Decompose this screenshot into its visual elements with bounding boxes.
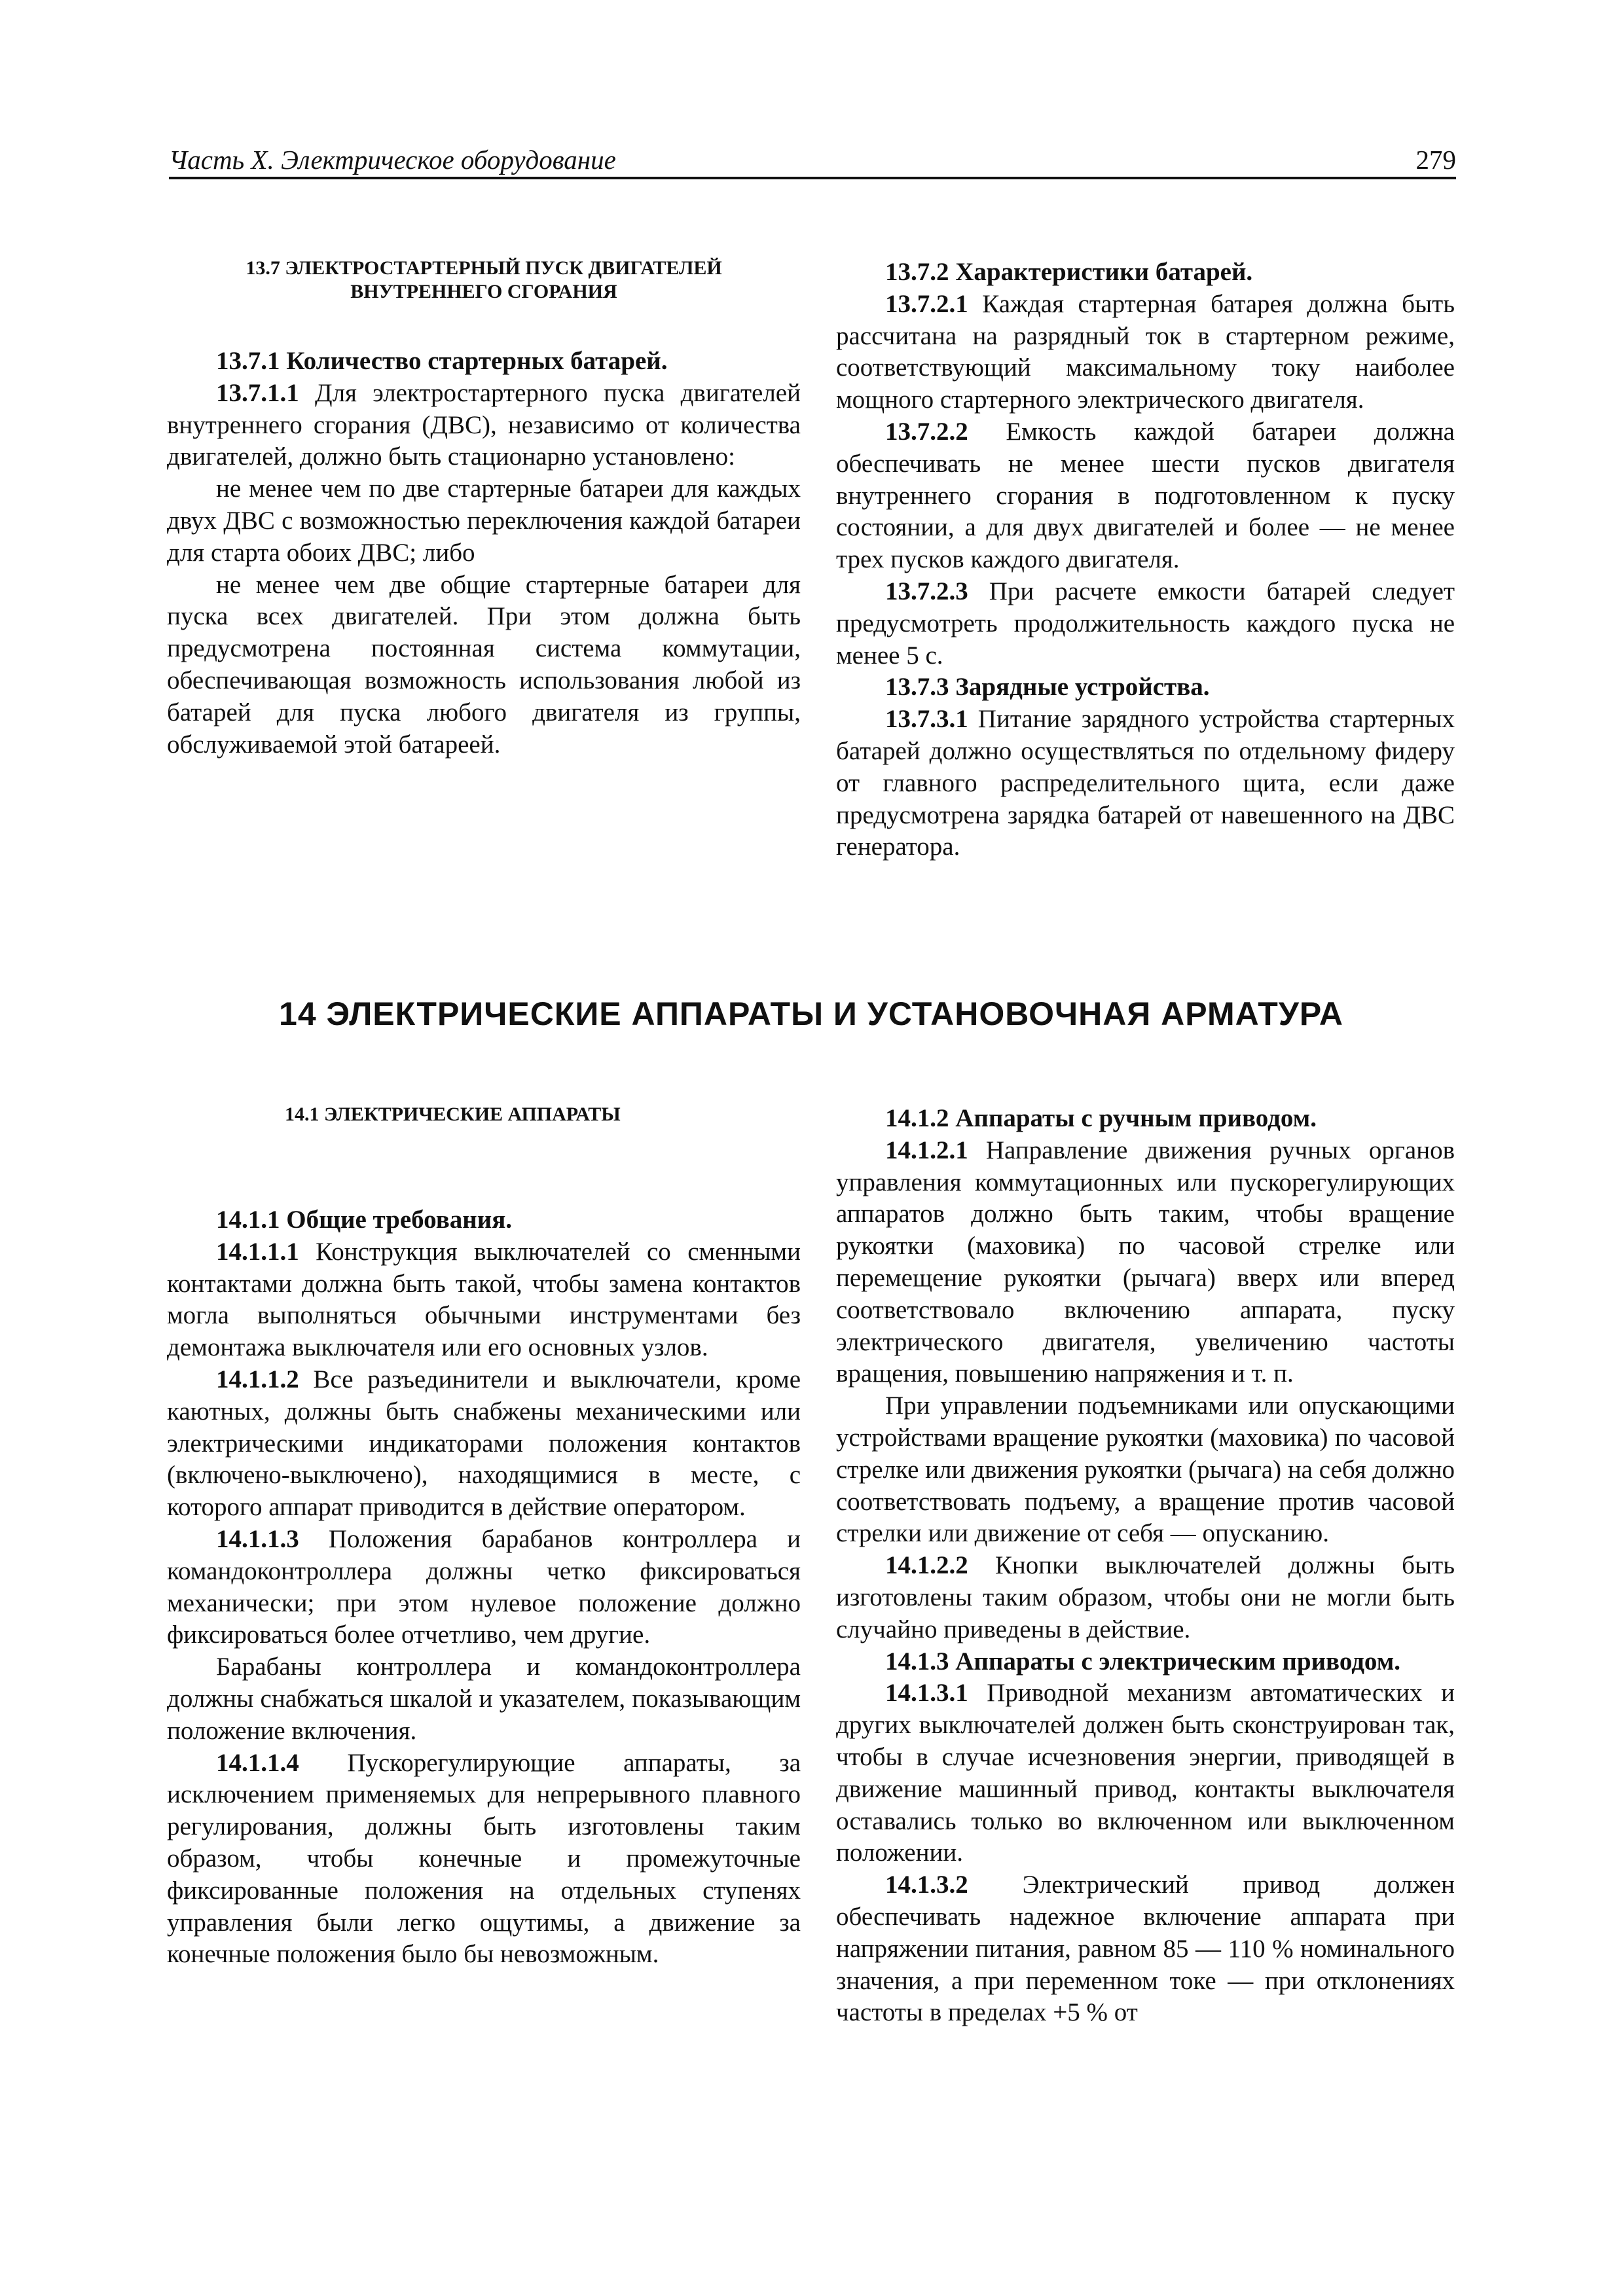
paragraph: не менее чем две общие стартерные батареи для пуска всех двигателей. При этом должна быть предусмотрена постоянная система коммутации, обеспечивающая возможность использования любой из батарей для пуска любого двигателя из группы, обслуживаемой этой батареей. <box>167 570 801 759</box>
column-14-1-left <box>167 1103 801 1971</box>
clause-13-7-3-1 <box>836 704 1455 863</box>
column-13-7-right <box>836 257 1455 863</box>
clause-text: Питание зарядного устройства стартерных батарей должно осуществляться по отдельному фидеру от главного распределительного щита, если даже предусмотрена зарядка батарей от навешенного на ДВС генератора. <box>836 705 1455 861</box>
page-number: 279 <box>1415 145 1456 175</box>
subsection-heading-14-1-1: 14.1.1 Общие требования. <box>216 1206 513 1234</box>
section-title-13-7-line1: 13.7 ЭЛЕКТРОСТАРТЕРНЫЙ ПУСК ДВИГАТЕЛЕЙ <box>246 257 722 279</box>
chapter-title-14: 14 ЭЛЕКТРИЧЕСКИЕ АППАРАТЫ И УСТАНОВОЧНАЯ АРМАТУРА <box>279 996 1343 1032</box>
page-header <box>169 143 1456 179</box>
clause-number: 14.1.2.1 <box>885 1136 968 1164</box>
clause-14-1-1-2 <box>167 1364 801 1524</box>
clause-14-1-1-4 <box>167 1748 801 1971</box>
subsection-heading-13-7-2: 13.7.2 Характеристики батарей. <box>885 258 1253 286</box>
paragraph: не менее чем по две стартерные батареи для каждых двух ДВС с возможностью переключения каждой батареи для старта обоих ДВС; либо <box>167 475 801 567</box>
clause-number: 14.1.1.4 <box>216 1748 299 1777</box>
clause-number: 13.7.2.3 <box>885 577 968 605</box>
clause-14-1-3-1 <box>836 1677 1455 1869</box>
clause-text: Кнопки выключателей должны быть изготовлены таким образом, чтобы они не могли быть случайно приведены в действие. <box>836 1551 1455 1643</box>
clause-text: Для электростартерного пуска двигателей внутреннего сгорания (ДВС), независимо от количества двигателей, должно быть стационарно установлено: <box>167 378 801 471</box>
clause-number: 13.7.3.1 <box>885 705 968 734</box>
clause-number: 14.1.3.1 <box>885 1679 968 1708</box>
clause-text: Пускорегулирующие аппараты, за исключением применяемых для непрерывного плавного регулирования, должны быть изготовлены таким образом, чтобы конечные и промежуточные фиксированные положения на отдельных ступенях управления были легко ощутимы, а движение за конечные положения было бы невозможным. <box>167 1748 801 1969</box>
clause-number: 14.1.1.1 <box>216 1237 299 1266</box>
column-13-7-left <box>167 257 801 761</box>
spacer <box>167 304 801 346</box>
clause-text: Емкость каждой батареи должна обеспечивать не менее шести пусков двигателя внутреннего сгорания в подготовленном к пуску состоянии, а для двух двигателей и более — не менее трех пусков каждого двигателя. <box>836 417 1455 574</box>
clause-13-7-2-3 <box>836 576 1455 672</box>
clause-13-7-2-2 <box>836 416 1455 576</box>
clause-number: 13.7.1.1 <box>216 378 299 407</box>
paragraph: Барабаны контроллера и командоконтроллера должны снабжаться шкалой и указателем, показывающим положение включения. <box>167 1653 801 1745</box>
clause-13-7-2-1 <box>836 289 1455 416</box>
clause-14-1-2-1 <box>836 1135 1455 1390</box>
subsection-heading-14-1-3: 14.1.3 Аппараты с электрическим приводом. <box>885 1647 1401 1676</box>
section-title-14-1: 14.1 ЭЛЕКТРИЧЕСКИЕ АППАРАТЫ <box>285 1103 621 1125</box>
clause-number: 14.1.1.3 <box>216 1524 299 1553</box>
subsection-heading-14-1-2: 14.1.2 Аппараты с ручным приводом. <box>885 1104 1317 1132</box>
clause-13-7-1-1 <box>167 378 801 473</box>
clause-text: Направление движения ручных органов управления коммутационных или пускорегулирующих аппаратов должно быть таким, чтобы вращение рукоятки (маховика) по часовой стрелке или перемещение рукоятки (рычага) вверх или вперед соответствовало включению аппарата, пуску электрического двигателя, увеличению частоты вращения, повышению напряжения и т. п. <box>836 1136 1455 1388</box>
clause-14-1-1-3 <box>167 1524 801 1651</box>
clause-14-1-1-1 <box>167 1236 801 1364</box>
spacer <box>167 1126 801 1204</box>
subsection-heading-13-7-1: 13.7.1 Количество стартерных батарей. <box>216 347 668 375</box>
paragraph: При управлении подъемниками или опускающими устройствами вращение рукоятки (маховика) по часовой стрелке или движения рукоятки (рычага) на себя должно соответствовать подъему, а вращение против часовой стрелки или движение от себя — опусканию. <box>836 1391 1455 1548</box>
column-14-1-right <box>836 1103 1455 2029</box>
clause-text: Приводной механизм автоматических и других выключателей должен быть сконструирован так, чтобы в случае исчезновения энергии, приводящей в движение машинный привод, контакты выключателя оставались только во включенном или выключенном положении. <box>836 1679 1455 1867</box>
subsection-heading-13-7-3: 13.7.3 Зарядные устройства. <box>885 673 1210 702</box>
running-title: Часть Х. Электрическое оборудование <box>169 145 616 175</box>
clause-number: 14.1.1.2 <box>216 1365 299 1393</box>
clause-number: 13.7.2.2 <box>885 417 968 446</box>
clause-14-1-2-2 <box>836 1550 1455 1645</box>
clause-text: Конструкция выключателей со сменными контактами должна быть такой, чтобы замена контактов могла выполняться обычными инструментами без демонтажа выключателя или его основных узлов. <box>167 1237 801 1362</box>
section-title-13-7-line2: ВНУТРЕННЕГО СГОРАНИЯ <box>350 281 617 302</box>
clause-text: Электрический привод должен обеспечивать надежное включение аппарата при напряжении питания, равном 85 — 110 % номинального значения, а при переменном токе — при отклонениях частоты в пределах +5 % от <box>836 1871 1455 2027</box>
clause-number: 13.7.2.1 <box>885 289 968 318</box>
clause-number: 14.1.2.2 <box>885 1551 968 1580</box>
clause-text: Все разъединители и выключатели, кроме каютных, должны быть снабжены механическими или электрическими индикаторами положения контактов (включено-выключено), находящимися в месте, с которого аппарат приводится в действие оператором. <box>167 1365 801 1522</box>
clause-text: При расчете емкости батарей следует предусмотреть продолжительность каждого пуска не менее 5 с. <box>836 577 1455 670</box>
clause-text: Положения барабанов контроллера и командоконтроллера должны четко фиксироваться механически; при этом нулевое положение должно фиксироваться более отчетливо, чем другие. <box>167 1524 801 1649</box>
clause-14-1-3-2 <box>836 1869 1455 2029</box>
clause-number: 14.1.3.2 <box>885 1871 968 1899</box>
clause-text: Каждая стартерная батарея должна быть рассчитана на разрядный ток в стартерном режиме, соответствующий максимальному току наиболее мощного стартерного электрического двигателя. <box>836 289 1455 414</box>
